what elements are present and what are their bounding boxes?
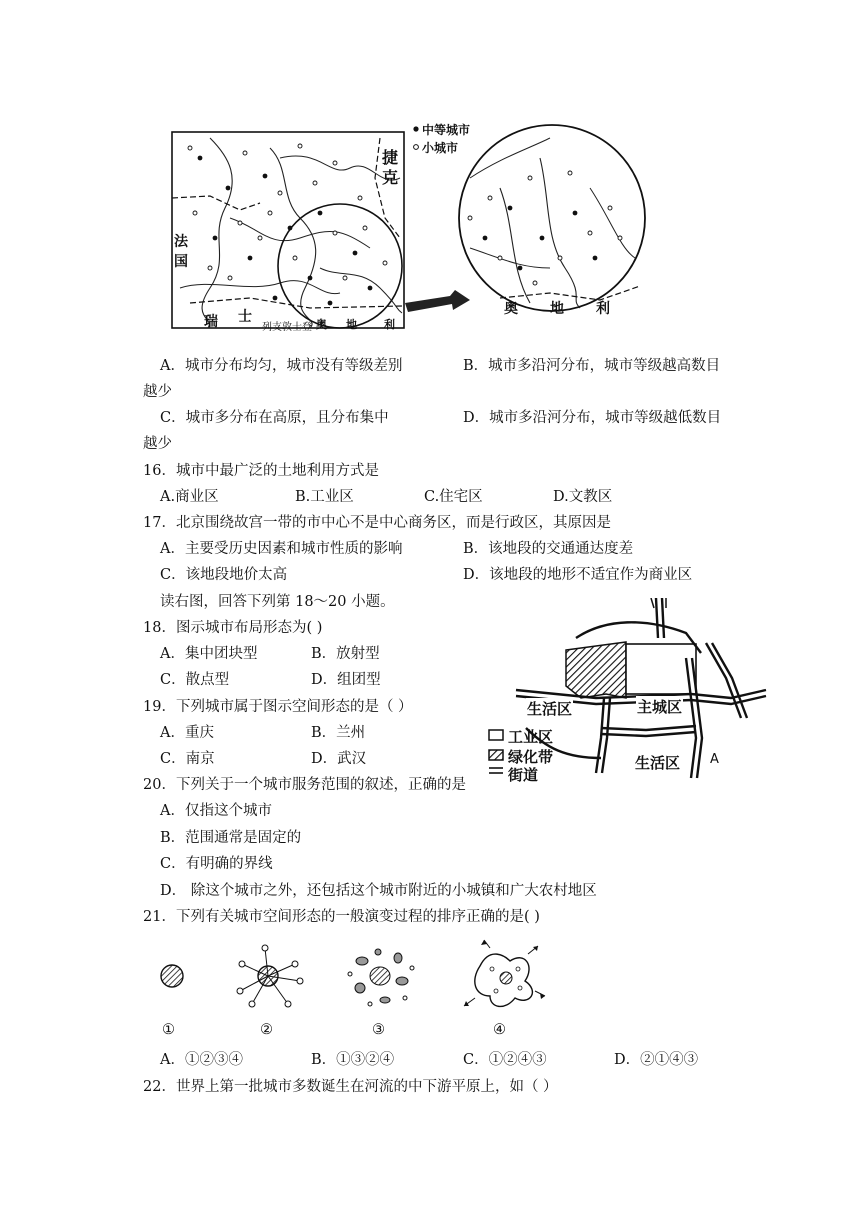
label-austria-2: 地: [346, 318, 357, 331]
label-czech: 捷克: [382, 148, 399, 187]
q19-option-c: C．南京: [160, 751, 215, 767]
q19-stem: 19．下列城市属于图示空间形态的是（ ）: [143, 699, 413, 715]
label-living-district-1: 生活区: [527, 700, 573, 718]
city-evolution-drawing: [150, 936, 570, 1016]
q17-option-b: B．该地段的交通通达度差: [463, 541, 634, 557]
legend-street: 街道: [508, 766, 539, 784]
q21-option-d: D．②①④③: [614, 1052, 699, 1068]
q21-option-b: B．①③②④: [311, 1052, 395, 1068]
q20-option-a: A．仅指这个城市: [160, 803, 272, 819]
figure-city-distribution-map: [170, 118, 670, 333]
q22-stem: 22．世界上第一批城市多数诞生在河流的中下游平原上，如（ ）: [143, 1079, 558, 1095]
label-france: 法国: [174, 234, 188, 270]
q21-stem: 21．下列有关城市空间形态的一般演变过程的排序正确的是( ): [143, 909, 540, 925]
q19-option-a: A．重庆: [160, 725, 214, 741]
q15-option-c: C．城市多分布在高原，且分布集中: [160, 410, 389, 426]
figure-city-evolution: [150, 936, 570, 1044]
legend-medium-city: 中等城市: [422, 123, 471, 137]
label-austria-1: 奥: [316, 318, 327, 331]
legend-small-city: 小城市: [422, 141, 459, 155]
zoom-label-austria-1: 奥: [504, 301, 518, 317]
fig-label-3: ③: [372, 1022, 385, 1038]
zoom-label-austria-2: 地: [550, 301, 564, 317]
q15-option-b-cont: 越少: [143, 384, 172, 400]
label-living-district-2: 生活区: [635, 754, 681, 772]
city-map-drawing: [170, 118, 670, 333]
q21-option-c: C．①②④③: [463, 1052, 547, 1068]
q20-option-b: B．范围通常是固定的: [160, 830, 302, 846]
label-swiss-1: 瑞: [204, 314, 218, 330]
q16-option-a: A.商业区: [160, 489, 219, 505]
fig-label-4: ④: [493, 1022, 506, 1038]
label-swiss-2: 士: [238, 309, 252, 325]
fig-label-2: ②: [260, 1022, 273, 1038]
q15-option-b: B．城市多沿河分布，城市等级越高数目: [463, 358, 721, 374]
figure-city-layout-map: [486, 598, 771, 793]
fig-label-1: ①: [162, 1022, 175, 1038]
q19-option-d: D．武汉: [311, 751, 367, 767]
intro-18-20: 读右图，回答下列第 18～20 小题。: [160, 594, 395, 610]
q18-option-a: A．集中团块型: [160, 646, 258, 662]
q16-stem: 16．城市中最广泛的土地利用方式是: [143, 463, 379, 479]
q20-option-d: D． 除这个城市之外，还包括这个城市附近的小城镇和广大农村地区: [160, 883, 597, 899]
label-a: A: [710, 752, 719, 767]
label-liechtenstein: 列支敦士登: [262, 322, 312, 333]
q15-option-d-cont: 越少: [143, 436, 172, 452]
legend-industrial: 工业区: [508, 728, 554, 746]
q21-option-a: A．①②③④: [160, 1052, 243, 1068]
zoom-label-austria-3: 利: [596, 301, 610, 317]
q20-stem: 20．下列关于一个城市服务范围的叙述，正确的是: [143, 777, 466, 793]
q16-option-c: C.住宅区: [424, 489, 483, 505]
q17-option-c: C．该地段地价太高: [160, 567, 288, 583]
q18-stem: 18．图示城市布局形态为( ): [143, 620, 323, 636]
q18-option-b: B．放射型: [311, 646, 380, 662]
legend-green-belt: 绿化带: [508, 748, 554, 766]
q17-option-d: D．该地段的地形不适宜作为商业区: [463, 567, 693, 583]
q15-option-a: A．城市分布均匀，城市没有等级差别: [160, 358, 403, 374]
label-main-district: 主城区: [637, 698, 683, 716]
q18-option-d: D．组团型: [311, 672, 381, 688]
q19-option-b: B．兰州: [311, 725, 366, 741]
q20-option-c: C．有明确的界线: [160, 856, 273, 872]
label-austria-3: 利: [384, 318, 395, 331]
q15-option-d: D．城市多沿河分布，城市等级越低数目: [463, 410, 722, 426]
q17-stem: 17．北京围绕故宫一带的市中心不是中心商务区，而是行政区，其原因是: [143, 515, 611, 531]
q18-option-c: C．散点型: [160, 672, 230, 688]
q16-option-b: B.工业区: [295, 489, 354, 505]
q17-option-a: A．主要受历史因素和城市性质的影响: [160, 541, 403, 557]
q16-option-d: D.文教区: [553, 489, 613, 505]
